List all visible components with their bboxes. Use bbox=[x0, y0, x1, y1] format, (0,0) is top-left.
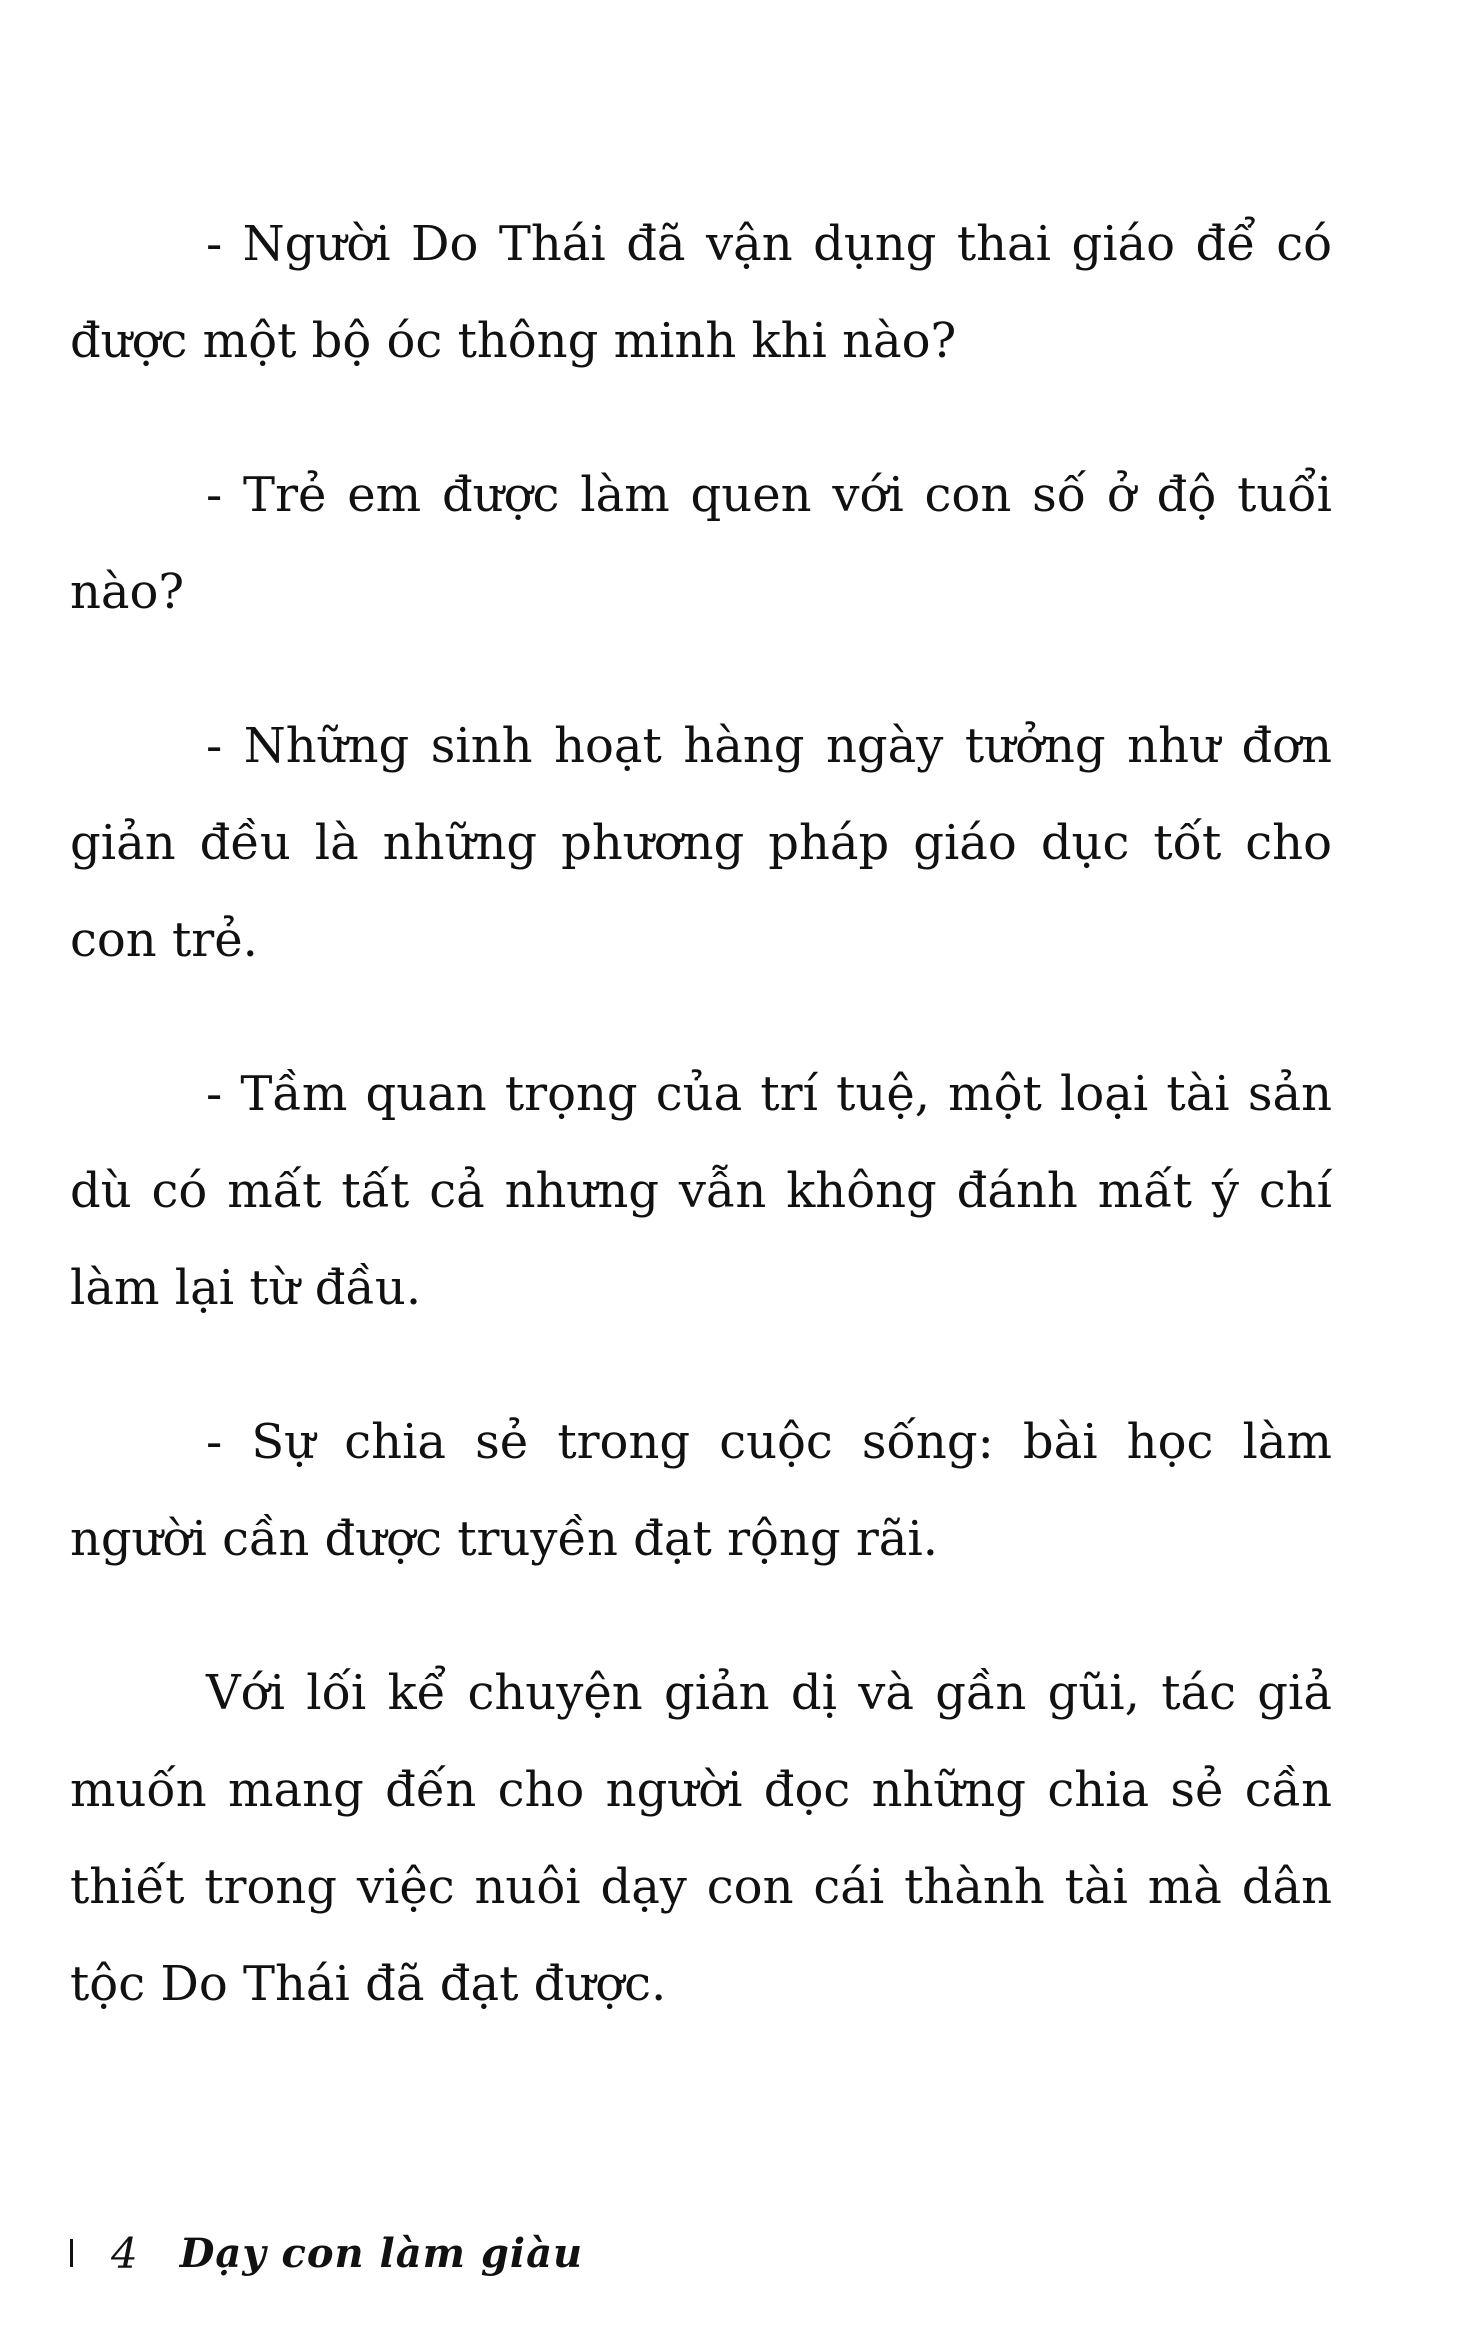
paragraph-6: Với lối kể chuyện giản dị và gần gũi, tác giả muốn mang đến cho người đọc những chia sẻ cần thiết trong việc nuôi dạy con cái thành tài mà dân tộc Do Thái đã đạt được. bbox=[70, 1665, 1332, 2012]
running-title: Dạy con làm giàu bbox=[179, 2229, 584, 2277]
paragraph-2: - Trẻ em được làm quen với con số ở độ tuổi nào? bbox=[70, 467, 1332, 620]
paragraph-1: - Người Do Thái đã vận dụng thai giáo để có được một bộ óc thông minh khi nào? bbox=[70, 216, 1332, 369]
paragraph-3: - Những sinh hoạt hàng ngày tưởng như đơn giản đều là những phương pháp giáo dục tốt cho con trẻ. bbox=[70, 718, 1332, 968]
page-number: 4 bbox=[111, 2228, 138, 2278]
paragraph-4: - Tầm quan trọng của trí tuệ, một loại tài sản dù có mất tất cả nhưng vẫn không đánh mất ý chí làm lại từ đầu. bbox=[70, 1066, 1332, 1316]
paragraph-5: - Sự chia sẻ trong cuộc sống: bài học làm người cần được truyền đạt rộng rãi. bbox=[70, 1414, 1332, 1567]
page-footer bbox=[70, 2223, 583, 2283]
body-text bbox=[70, 196, 1332, 2090]
footer-divider bbox=[70, 2239, 73, 2267]
